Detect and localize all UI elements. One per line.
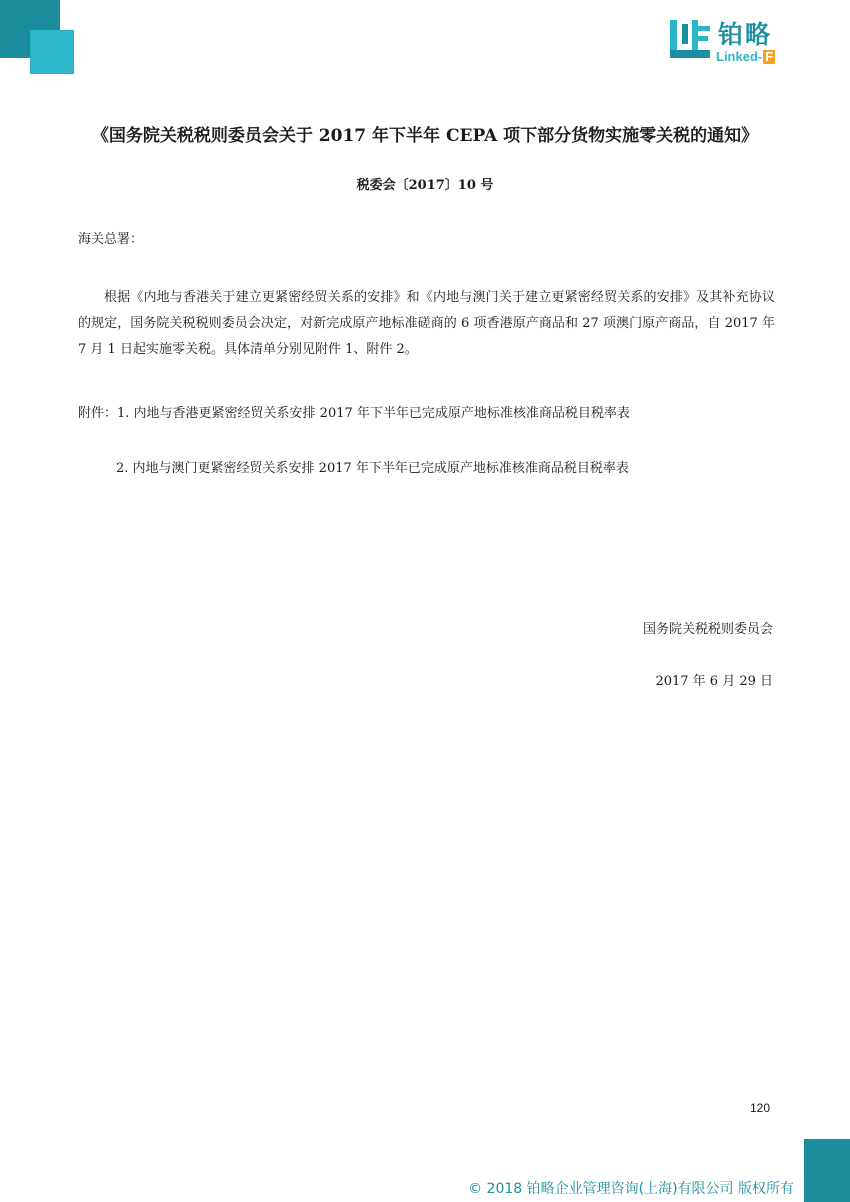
page-number: 120 (749, 1101, 771, 1115)
attachment-2: 2. 内地与澳门更紧密经贸关系安排 2017 年下半年已完成原产地标准核准商品税目税率表 (116, 461, 629, 476)
corner-decoration-light (30, 30, 74, 74)
company-logo (668, 20, 798, 66)
issue-date: 2017 年 6 月 29 日 (655, 674, 773, 689)
logo-mark-icon (668, 20, 712, 60)
document-number: 税委会〔2017〕10 号 (356, 178, 494, 193)
logo-english-f: F (765, 49, 774, 64)
footer-decoration (804, 1139, 850, 1202)
document-title: 《国务院关税税则委员会关于 2017 年下半年 CEPA 项下部分货物实施零关税的通知》 (91, 126, 759, 146)
footer-copyright: © 2018 铂略企业管理咨询(上海)有限公司 版权所有 (468, 1181, 794, 1197)
body-paragraph: 根据《内地与香港关于建立更紧密经贸关系的安排》和《内地与澳门关于建立更紧密经贸关系的安排》及其补充协议的规定，国务院关税税则委员会决定，对新完成原产地标准磋商的 6 项香港原产商品和 27 项澳门原产商品，自 2017 年 7 月 1 日起实施零关税。具体清单分别见附件 1、附件 2。 (78, 290, 775, 357)
issuer-signature: 国务院关税税则委员会 (642, 622, 773, 637)
logo-english-main: Linked- (716, 49, 763, 64)
logo-english-text (716, 50, 775, 64)
attachment-1: 附件：1. 内地与香港更紧密经贸关系安排 2017 年下半年已完成原产地标准核准商品税目税率表 (78, 406, 630, 421)
logo-chinese-text: 铂略 (718, 20, 773, 49)
salutation: 海关总署： (78, 232, 144, 247)
